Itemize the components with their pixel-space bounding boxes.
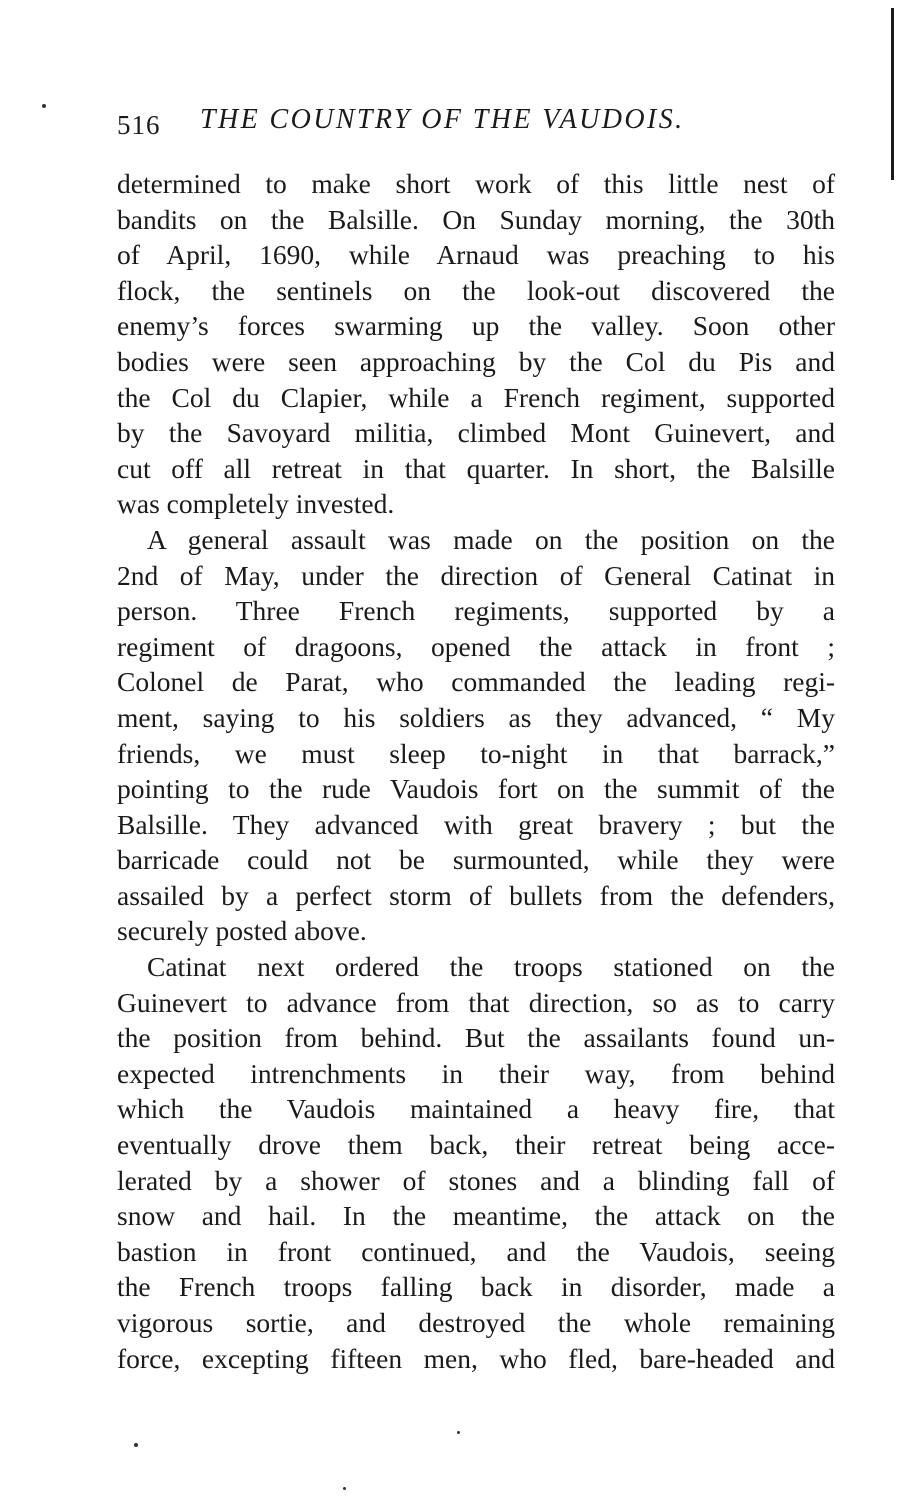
text-line: flock, the sentinels on the look-out discovered the xyxy=(117,274,835,306)
page-header xyxy=(117,104,837,144)
text-line: person. Three French regiments, supported by a xyxy=(117,595,835,627)
text-line: bandits on the Balsille. On Sunday morning, the 30th xyxy=(117,203,835,235)
text-line: pointing to the rude Vaudois fort on the summit of the xyxy=(117,773,835,805)
text-line: was completely invested. xyxy=(117,488,395,520)
text-line: securely posted above. xyxy=(117,915,367,947)
text-line: by the Savoyard militia, climbed Mont Guinevert, and xyxy=(117,417,835,449)
text-line: Colonel de Parat, who commanded the leading regi- xyxy=(117,666,835,698)
text-line: eventually drove them back, their retreat being acce- xyxy=(117,1129,835,1161)
text-line: 2nd of May, under the direction of General Catinat in xyxy=(117,559,835,591)
text-line: ment, saying to his soldiers as they advanced, “ My xyxy=(117,701,835,733)
text-line: assailed by a perfect storm of bullets from the defenders, xyxy=(117,879,835,911)
text-line: bastion in front continued, and the Vaudois, seeing xyxy=(117,1235,835,1267)
text-line: determined to make short work of this little nest of xyxy=(117,168,835,199)
ink-speck xyxy=(343,1487,346,1490)
text-line: the Col du Clapier, while a French regiment, supported xyxy=(117,381,835,413)
margin-rule xyxy=(891,8,894,180)
text-line: cut off all retreat in that quarter. In short, the Balsille xyxy=(117,452,835,484)
ink-speck xyxy=(42,104,46,108)
text-line: friends, we must sleep to-night in that barrack,” xyxy=(117,737,835,769)
ink-speck xyxy=(457,1431,460,1434)
text-line: vigorous sortie, and destroyed the whole remaining xyxy=(117,1307,835,1338)
text-line: the position from behind. But the assailants found un- xyxy=(117,1022,835,1054)
body-text xyxy=(117,166,835,1376)
text-line: snow and hail. In the meantime, the attack on the xyxy=(117,1200,835,1232)
text-line: Balsille. They advanced with great bravery ; but the xyxy=(117,808,835,840)
text-line: the French troops falling back in disorder, made a xyxy=(117,1271,835,1303)
text-line: enemy’s forces swarming up the valley. Soon other xyxy=(117,310,835,342)
page-number: 516 xyxy=(117,110,161,140)
text-line: barricade could not be surmounted, while they were xyxy=(117,844,835,876)
text-line: which the Vaudois maintained a heavy fire, that xyxy=(117,1093,835,1125)
text-line: bodies were seen approaching by the Col du Pis and xyxy=(117,345,835,377)
text-line: expected intrenchments in their way, from behind xyxy=(117,1057,835,1089)
paragraph-start-line: Catinat next ordered the troops stationed on the xyxy=(147,951,835,983)
text-line: regiment of dragoons, opened the attack in front ; xyxy=(117,630,835,662)
text-line: Guinevert to advance from that direction, so as to carry xyxy=(117,986,835,1018)
running-title: THE COUNTRY OF THE VAUDOIS. xyxy=(200,104,685,135)
paragraph-start-line: A general assault was made on the position on the xyxy=(147,523,835,555)
text-line: of April, 1690, while Arnaud was preaching to his xyxy=(117,239,835,271)
text-line: force, excepting fifteen men, who fled, bare-headed and xyxy=(117,1342,835,1374)
text-line: lerated by a shower of stones and a blinding fall of xyxy=(117,1164,835,1196)
ink-speck xyxy=(134,1443,138,1447)
